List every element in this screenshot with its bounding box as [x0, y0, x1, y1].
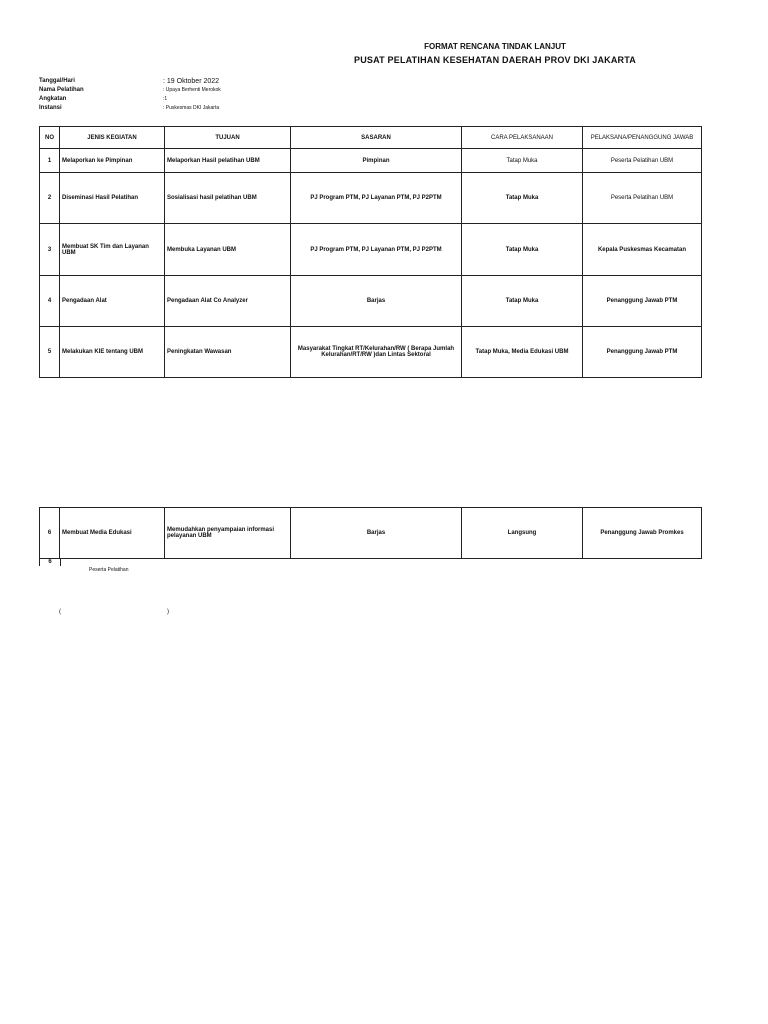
- meta-label: Tanggal/Hari: [39, 78, 75, 84]
- table-row: [40, 149, 702, 173]
- cell-cara: Tatap Muka: [462, 173, 583, 224]
- table-row: [40, 224, 702, 276]
- cell-sasaran: Barjas: [291, 508, 462, 559]
- header-cara-pelaksanaan: CARA PELAKSANAAN: [462, 127, 583, 149]
- cell-tujuan: Sosialisasi hasil pelatihan UBM: [165, 173, 291, 224]
- cell-cara: Tatap Muka: [462, 276, 583, 327]
- cell-pelaksana: Kepala Puskesmas Kecamatan: [583, 224, 702, 276]
- cell-tujuan: Pengadaan Alat Co Analyzer: [165, 276, 291, 327]
- cell-jenis: Membuat Media Edukasi: [60, 508, 165, 559]
- document-title: FORMAT RENCANA TINDAK LANJUT: [424, 42, 566, 51]
- cell-sasaran: PJ Program PTM, PJ Layanan PTM, PJ P2PTM: [291, 173, 462, 224]
- meta-label: Nama Pelatihan: [39, 87, 84, 93]
- header-no: NO: [40, 127, 60, 149]
- cell-no: 3: [40, 224, 60, 276]
- cell-pelaksana: Peserta Pelatihan UBM: [583, 173, 702, 224]
- header-pelaksana: PELAKSANA/PENANGGUNG JAWAB: [583, 127, 702, 149]
- cell-no: 1: [40, 149, 60, 173]
- meta-row-institution: [39, 105, 339, 114]
- cell-tujuan: Melaporkan Hasil pelatihan UBM: [165, 149, 291, 173]
- signature-caption: Peserta Pelatihan: [89, 567, 129, 573]
- cell-sasaran: Masyarakat Tingkat RT/Kelurahan/RW ( Berapa Jumlah Kelurahan/RT/RW )dan Lintas Sektoral: [291, 327, 462, 378]
- cell-pelaksana: Penanggung Jawab PTM: [583, 276, 702, 327]
- cell-no: 2: [40, 173, 60, 224]
- cell-no: 4: [40, 276, 60, 327]
- cell-pelaksana: Penanggung Jawab Promkes: [583, 508, 702, 559]
- cell-jenis: Diseminasi Hasil Pelatihan: [60, 173, 165, 224]
- cell-tujuan: Memudahkan penyampaian informasi pelayanan UBM: [165, 508, 291, 559]
- meta-row-training: [39, 87, 339, 96]
- cell-tujuan: Membuka Layanan UBM: [165, 224, 291, 276]
- table-row: [40, 508, 702, 559]
- header-tujuan: TUJUAN: [165, 127, 291, 149]
- cell-cara: Tatap Muka, Media Edukasi UBM: [462, 327, 583, 378]
- table-header-row: [40, 127, 702, 149]
- header-sasaran: SASARAN: [291, 127, 462, 149]
- cell-cara: Tatap Muka: [462, 149, 583, 173]
- cell-pelaksana: Peserta Pelatihan UBM: [583, 149, 702, 173]
- cell-sasaran: PJ Program PTM, PJ Layanan PTM, PJ P2PTM: [291, 224, 462, 276]
- follow-up-plan-table: [39, 126, 702, 378]
- meta-label: Instansi: [39, 105, 62, 111]
- meta-value: :1: [163, 96, 168, 102]
- meta-label: Angkatan: [39, 96, 67, 102]
- meta-row-batch: [39, 96, 339, 105]
- cell-cara: Langsung: [462, 508, 583, 559]
- meta-value: : Upaya Berhenti Merokok: [163, 87, 221, 93]
- cell-sasaran: Barjas: [291, 276, 462, 327]
- meta-row-date: [39, 78, 339, 87]
- table-row: [40, 327, 702, 378]
- meta-value: : Puskesmas DKI Jakarta: [163, 105, 220, 111]
- cell-cara: Tatap Muka: [462, 224, 583, 276]
- signature-open-paren: (: [59, 609, 61, 615]
- cell-no: 5: [40, 327, 60, 378]
- follow-up-plan-table-continued: [39, 507, 702, 559]
- table-row: [40, 276, 702, 327]
- cell-no: 6: [40, 508, 60, 559]
- cut-row-number: 6: [39, 558, 61, 566]
- table-row: [40, 173, 702, 224]
- signature-close-paren: ): [167, 609, 169, 615]
- meta-value: : 19 Oktober 2022: [163, 78, 220, 85]
- meta-info: [39, 78, 339, 114]
- document-subtitle: PUSAT PELATIHAN KESEHATAN DAERAH PROV DKI JAKARTA: [354, 55, 636, 65]
- cell-sasaran: Pimpinan: [291, 149, 462, 173]
- cell-jenis: Melakukan KIE tentang UBM: [60, 327, 165, 378]
- cell-pelaksana: Penanggung Jawab PTM: [583, 327, 702, 378]
- cell-jenis: Melaporkan ke Pimpinan: [60, 149, 165, 173]
- header-jenis-kegiatan: JENIS KEGIATAN: [60, 127, 165, 149]
- cell-jenis: Pengadaan Alat: [60, 276, 165, 327]
- cell-jenis: Membuat SK Tim dan Layanan UBM: [60, 224, 165, 276]
- cell-tujuan: Peningkatan Wawasan: [165, 327, 291, 378]
